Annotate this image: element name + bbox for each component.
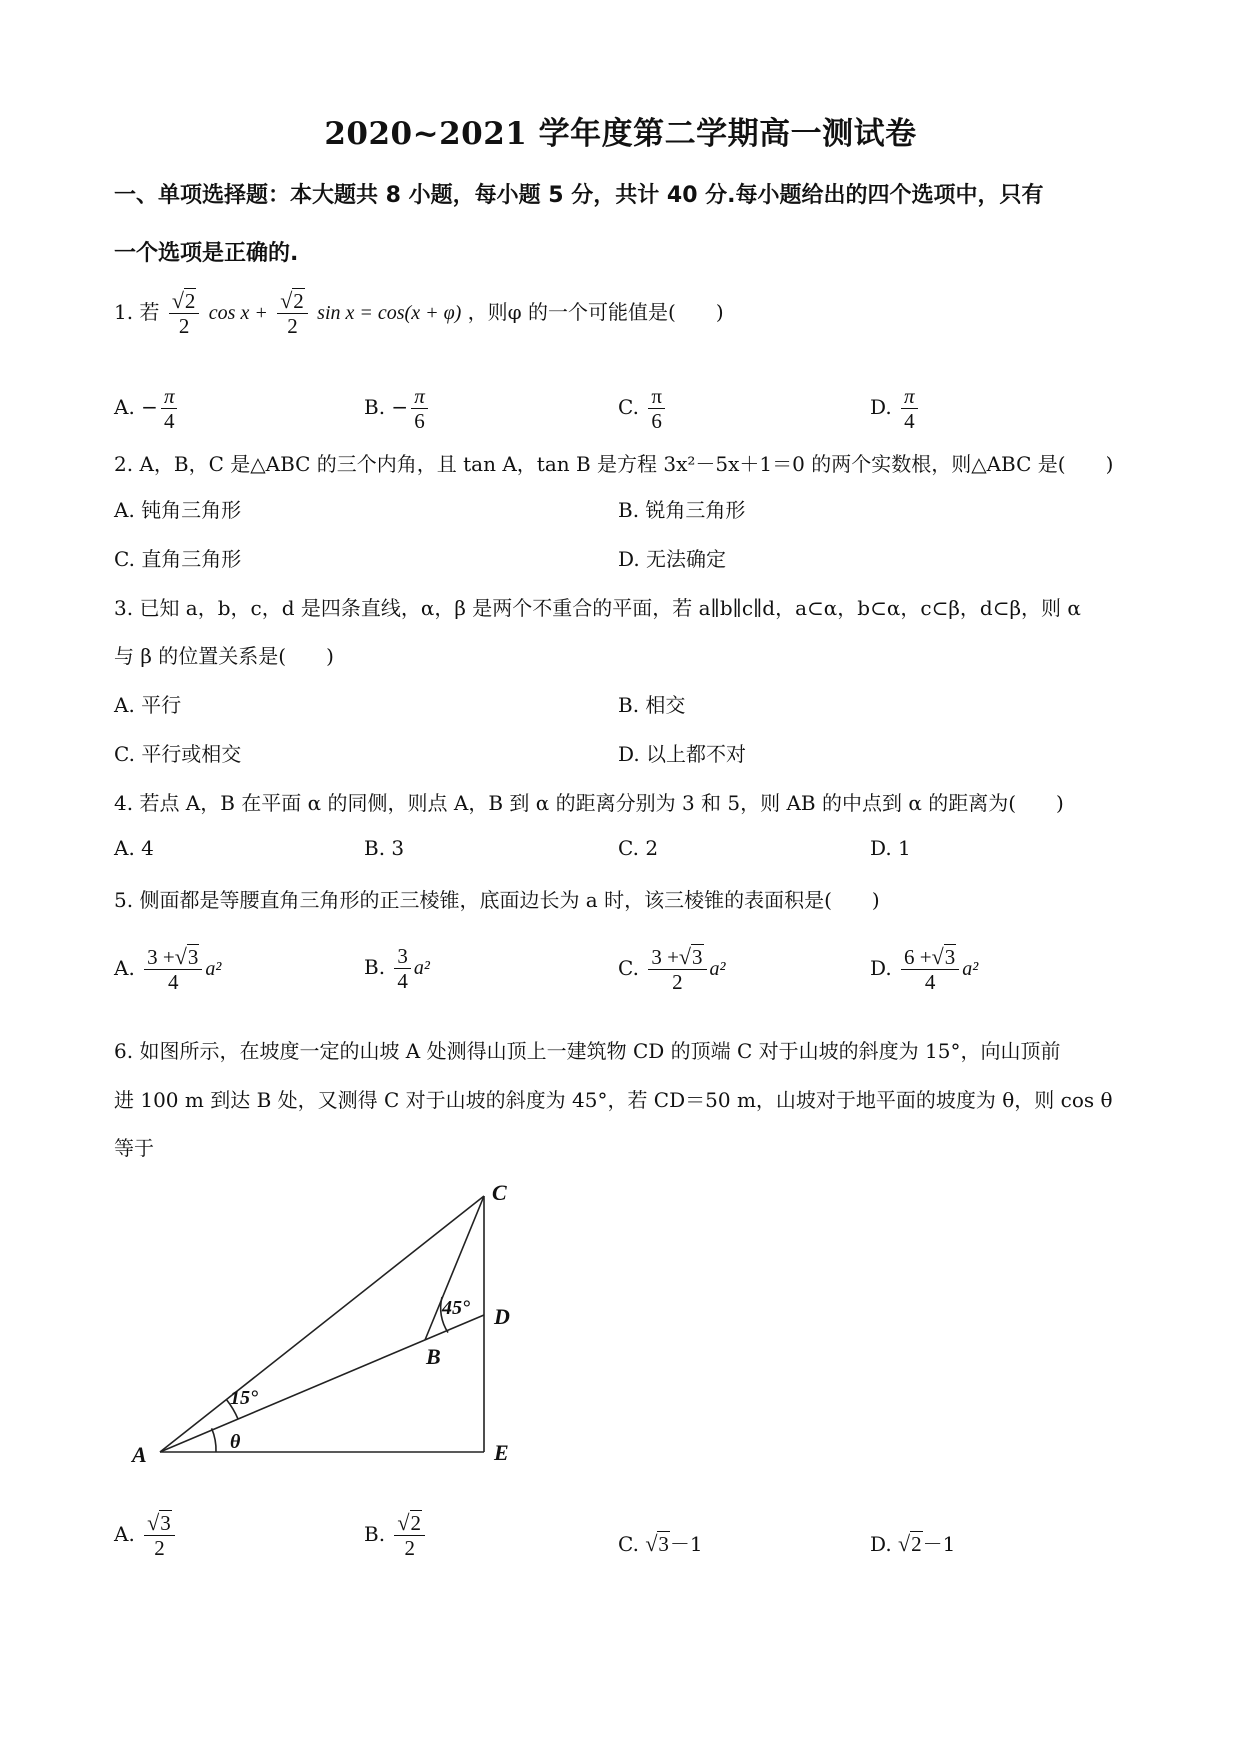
- q4-option-c[interactable]: C. 2: [618, 836, 659, 860]
- section-header-line1: 一、单项选择题：本大题共 8 小题，每小题 5 分，共计 40 分.每小题给出的四个选项中，只有: [114, 183, 1044, 208]
- q1-sin-term: sin x = cos(x + φ): [317, 301, 462, 324]
- q6-option-b[interactable]: B. $\frac{√2}{2}$: [364, 1510, 428, 1560]
- question-5: 5. 侧面都是等腰直角三角形的正三棱锥，底面边长为 a 时，该三棱锥的表面积是( ): [114, 888, 880, 912]
- line-ac: [160, 1196, 484, 1452]
- q2-option-b[interactable]: B. 锐角三角形: [618, 498, 746, 522]
- q3-option-d[interactable]: D. 以上都不对: [618, 742, 747, 766]
- q5-option-a[interactable]: A. $\frac{3 +√3}{4}$ a²: [114, 944, 222, 995]
- question-3-line2: 与 β 的位置关系是( ): [114, 644, 334, 668]
- q4-option-a[interactable]: A. 4: [114, 836, 154, 860]
- q1-option-b[interactable]: B. − $\frac{\pi}{6}$: [364, 384, 431, 433]
- q2-option-c[interactable]: C. 直角三角形: [114, 547, 242, 571]
- q3-option-b[interactable]: B. 相交: [618, 693, 686, 717]
- question-4: 4. 若点 A，B 在平面 α 的同侧，则点 A，B 到 α 的距离分别为 3 和 5，则 AB 的中点到 α 的距离为( ): [114, 791, 1064, 815]
- question-6-line1: 6. 如图所示，在坡度一定的山坡 A 处测得山顶上一建筑物 CD 的顶端 C 对于山坡的斜度为 15°，向山顶前: [114, 1039, 1061, 1063]
- q1-cos-term: cos x +: [208, 301, 268, 324]
- question-1: [114, 288, 1134, 338]
- question-3-line1: 3. 已知 a，b，c，d 是四条直线，α，β 是两个不重合的平面，若 a∥b∥c∥d，a⊂α，b⊂α，c⊂β，d⊂β，则 α: [114, 596, 1081, 620]
- q6-option-c[interactable]: C. √3－1: [618, 1531, 703, 1556]
- q1-frac-2: $\frac{√2}{2}$: [277, 288, 308, 338]
- q5-option-b[interactable]: B. $\frac{3}{4}$ a²: [364, 944, 430, 994]
- q1-prefix: 1. 若: [114, 299, 160, 324]
- label-e: E: [494, 1440, 509, 1465]
- slope-figure: [120, 1180, 540, 1480]
- q5-option-d[interactable]: D. $\frac{6 +√3}{4}$ a²: [870, 944, 979, 995]
- question-6-line2: 进 100 m 到达 B 处，又测得 C 对于山坡的斜度为 45°，若 CD＝50 m，山坡对于地平面的坡度为 θ，则 cos θ: [114, 1088, 1113, 1112]
- q3-option-a[interactable]: A. 平行: [114, 693, 182, 717]
- q5-option-c[interactable]: C. $\frac{3 +√3}{2}$ a²: [618, 944, 726, 995]
- label-theta: θ: [230, 1431, 241, 1453]
- q3-option-c[interactable]: C. 平行或相交: [114, 742, 242, 766]
- line-ad: [160, 1315, 484, 1452]
- arc-theta: [212, 1428, 216, 1452]
- label-d: D: [494, 1304, 510, 1329]
- label-b: B: [426, 1344, 441, 1369]
- q1-tail: ，则φ 的一个可能值是( ): [467, 299, 724, 324]
- q4-option-d[interactable]: D. 1: [870, 836, 911, 860]
- q1-option-c[interactable]: C. $\frac{\pi}{6}$: [618, 384, 668, 433]
- label-c: C: [492, 1180, 507, 1205]
- section-header-line2: 一个选项是正确的.: [114, 241, 299, 266]
- question-6-line3: 等于: [114, 1136, 154, 1160]
- q4-option-b[interactable]: B. 3: [364, 836, 405, 860]
- q6-option-d[interactable]: D. √2－1: [870, 1531, 956, 1556]
- q2-option-d[interactable]: D. 无法确定: [618, 547, 727, 571]
- label-angle-45: 45°: [442, 1297, 470, 1319]
- q2-option-a[interactable]: A. 钝角三角形: [114, 498, 242, 522]
- q1-option-a[interactable]: A. − $\frac{\pi}{4}$: [114, 384, 180, 433]
- q6-option-a[interactable]: A. $\frac{√3}{2}$: [114, 1510, 178, 1560]
- question-2: 2. A，B，C 是△ABC 的三个内角，且 tan A，tan B 是方程 3x²－5x＋1＝0 的两个实数根，则△ABC 是( ): [114, 452, 1114, 476]
- label-a: A: [132, 1442, 147, 1467]
- q1-frac-1: $\frac{√2}{2}$: [169, 288, 200, 338]
- label-angle-15: 15°: [230, 1387, 258, 1409]
- q1-option-d[interactable]: D. $\frac{\pi}{4}$: [870, 384, 921, 433]
- exam-title: 2020~2021 学年度第二学期高一测试卷: [324, 116, 917, 152]
